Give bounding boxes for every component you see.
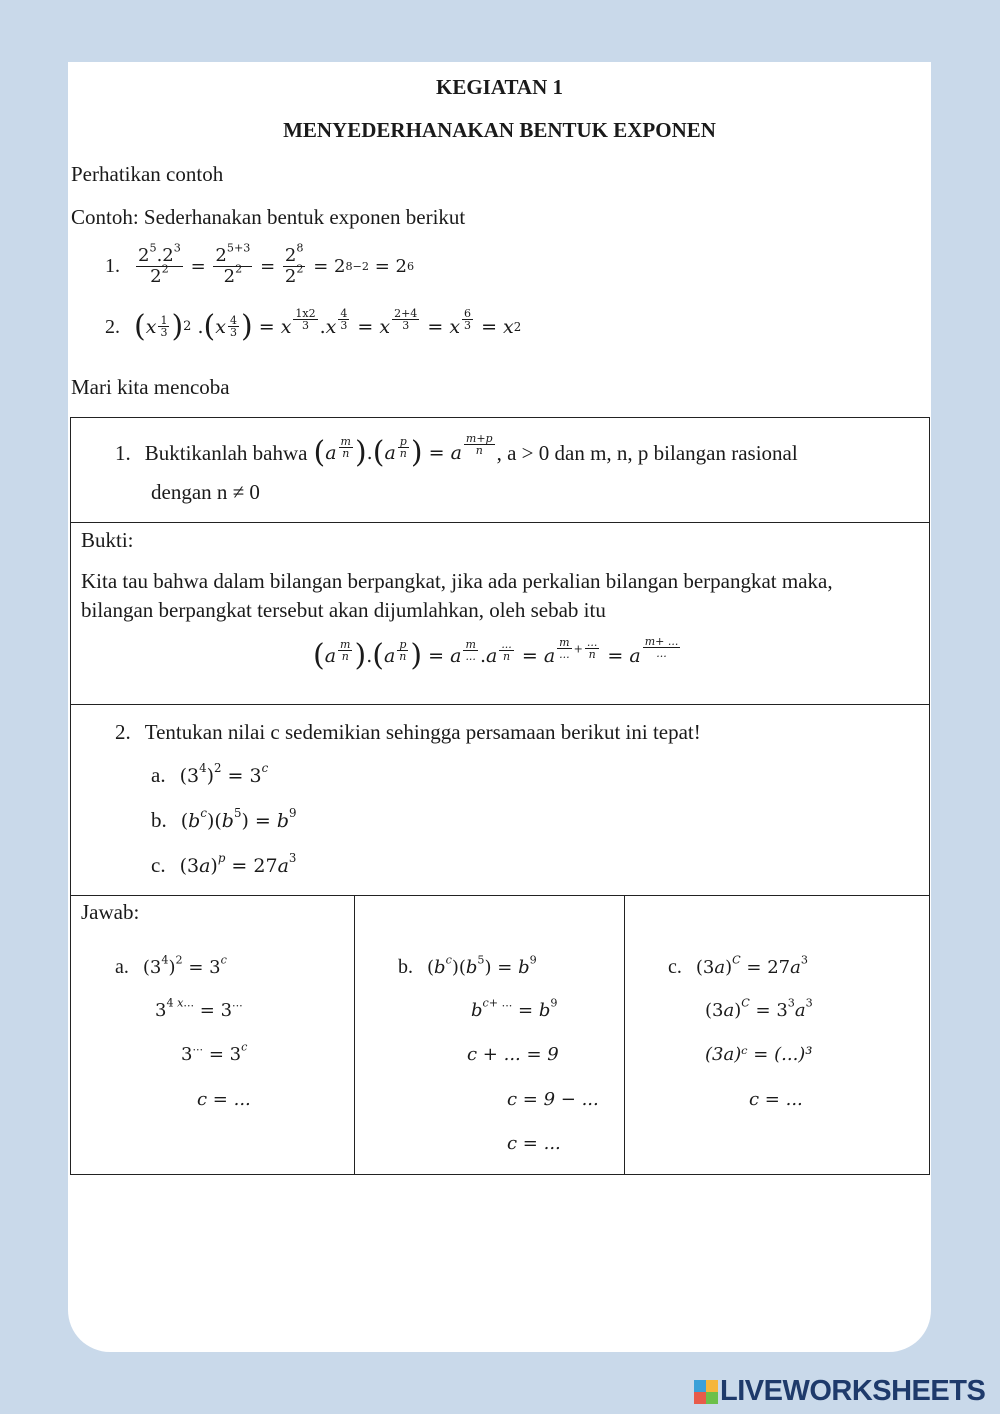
answer-c-line-1: c. $(3a)^C = 27a^3$ [668, 953, 808, 978]
task-1-box [70, 417, 930, 523]
task-2-box [70, 704, 930, 896]
proof-label: Bukti: [81, 528, 134, 552]
answer-b-line-3: c + ... = 9 [467, 1044, 559, 1065]
task-1-number: 1. [115, 440, 131, 465]
answer-divider-2 [624, 896, 625, 1174]
answer-c-label: c. [668, 956, 682, 978]
answer-a-line-1: a. $(3^4)^2 = 3^c$ [115, 953, 227, 978]
answer-label: Jawab: [81, 900, 140, 924]
task-2-b-label: b. [151, 808, 167, 832]
answer-b-line-4: c = 9 − ... [507, 1089, 599, 1110]
proof-formula: ( a $\frac{m}{n}$ ) . ( a $\frac{p}{n}$ ) = a $\frac{m}{...}$ . a $\frac{...}{n}$ = a $\frac{m}{...}$ + $\frac{...}{n}$ = a $\frac{m+ ...}{...}$ [313, 634, 679, 673]
example-2-equation: 2. ( x $\frac{1}{3}$ ) 2 . ( x $\frac{4}{3}$ ) = x $\frac{1x2}{3}$ . x $\frac{4}{3}$ = x $\frac{2+4}{3}$ = x $\frac{6}{3}$ = x 2 [105, 306, 522, 344]
liveworksheets-logo-icon [694, 1380, 718, 1404]
liveworksheets-logo-text: LIVEWORKSHEETS [720, 1375, 986, 1407]
example-1-number: 1. [105, 255, 120, 278]
answer-b-label: b. [398, 956, 413, 978]
answer-c-line-4: c = ... [749, 1089, 803, 1110]
liveworksheets-logo[interactable] [694, 1375, 985, 1408]
proof-box [70, 522, 930, 705]
task-1-formula: ( a $\frac{m}{n}$ ) . ( a $\frac{p}{n}$ ) = a $\frac{m+p}{n}$ [313, 431, 493, 470]
example-label: Contoh: Sederhanakan bentuk exponen berikut [71, 205, 466, 229]
task-1-text-b: , a > 0 dan m, n, p bilangan rasional [496, 440, 798, 465]
answer-c-line-2: $(3a)^C = 3^3a^3$ [705, 996, 813, 1021]
task-1-statement [115, 431, 798, 470]
task-2-statement [115, 720, 701, 745]
answer-box [70, 895, 930, 1175]
task-2-a-label: a. [151, 763, 166, 787]
answer-b-line-2: $b^{c+ ...} = b^9$ [471, 996, 558, 1021]
answer-b-line-5: c = ... [507, 1133, 561, 1154]
try-label: Mari kita mencoba [71, 375, 230, 399]
proof-line-1: Kita tau bahwa dalam bilangan berpangkat, jika ada perkalian bilangan berpangkat maka, [81, 569, 833, 593]
answer-c-line-3: (3a)ᶜ = (...)³ [705, 1044, 813, 1065]
task-2-item-b: b. $(b^c)(b^5) = b^9$ [151, 806, 297, 832]
task-2-item-a: a. $(3^4)^2 = 3^c$ [151, 761, 269, 787]
task-2-item-c: c. $(3a)^p = 27a^3$ [151, 851, 297, 877]
observe-label: Perhatikan contoh [71, 162, 224, 186]
proof-line-2: bilangan berpangkat tersebut akan dijumlahkan, oleh sebab itu [81, 598, 606, 622]
answer-a-line-2: $3^{4 x...} = 3^{...}$ [155, 996, 243, 1021]
task-2-c-label: c. [151, 853, 166, 877]
worksheet-page [68, 62, 931, 1352]
task-2-number: 2. [115, 720, 131, 744]
example-1-equation: 1. $\frac{2^5.2^3}{2^2}$ = $\frac{2^{5+3}}{2^2}$ = $\frac{2^8}{2^2}$ = 2 8−2 = 2 6 [105, 241, 415, 287]
task-1-text-c: dengan n ≠ 0 [151, 480, 260, 504]
task-1-text-a: Buktikanlah bahwa [144, 440, 308, 465]
answer-b-line-1: b. $(b^c)(b^5) = b^9$ [398, 953, 537, 978]
answer-divider-1 [354, 896, 355, 1174]
page-title: KEGIATAN 1 [436, 75, 563, 99]
example-2-number: 2. [105, 315, 120, 338]
page-subtitle: MENYEDERHANAKAN BENTUK EXPONEN [283, 118, 716, 142]
answer-a-label: a. [115, 956, 129, 978]
task-2-text: Tentukan nilai c sedemikian sehingga persamaan berikut ini tepat! [144, 720, 701, 744]
answer-a-line-4: c = ... [197, 1089, 251, 1110]
answer-a-line-3: $3^{...} = 3^c$ [181, 1040, 248, 1065]
